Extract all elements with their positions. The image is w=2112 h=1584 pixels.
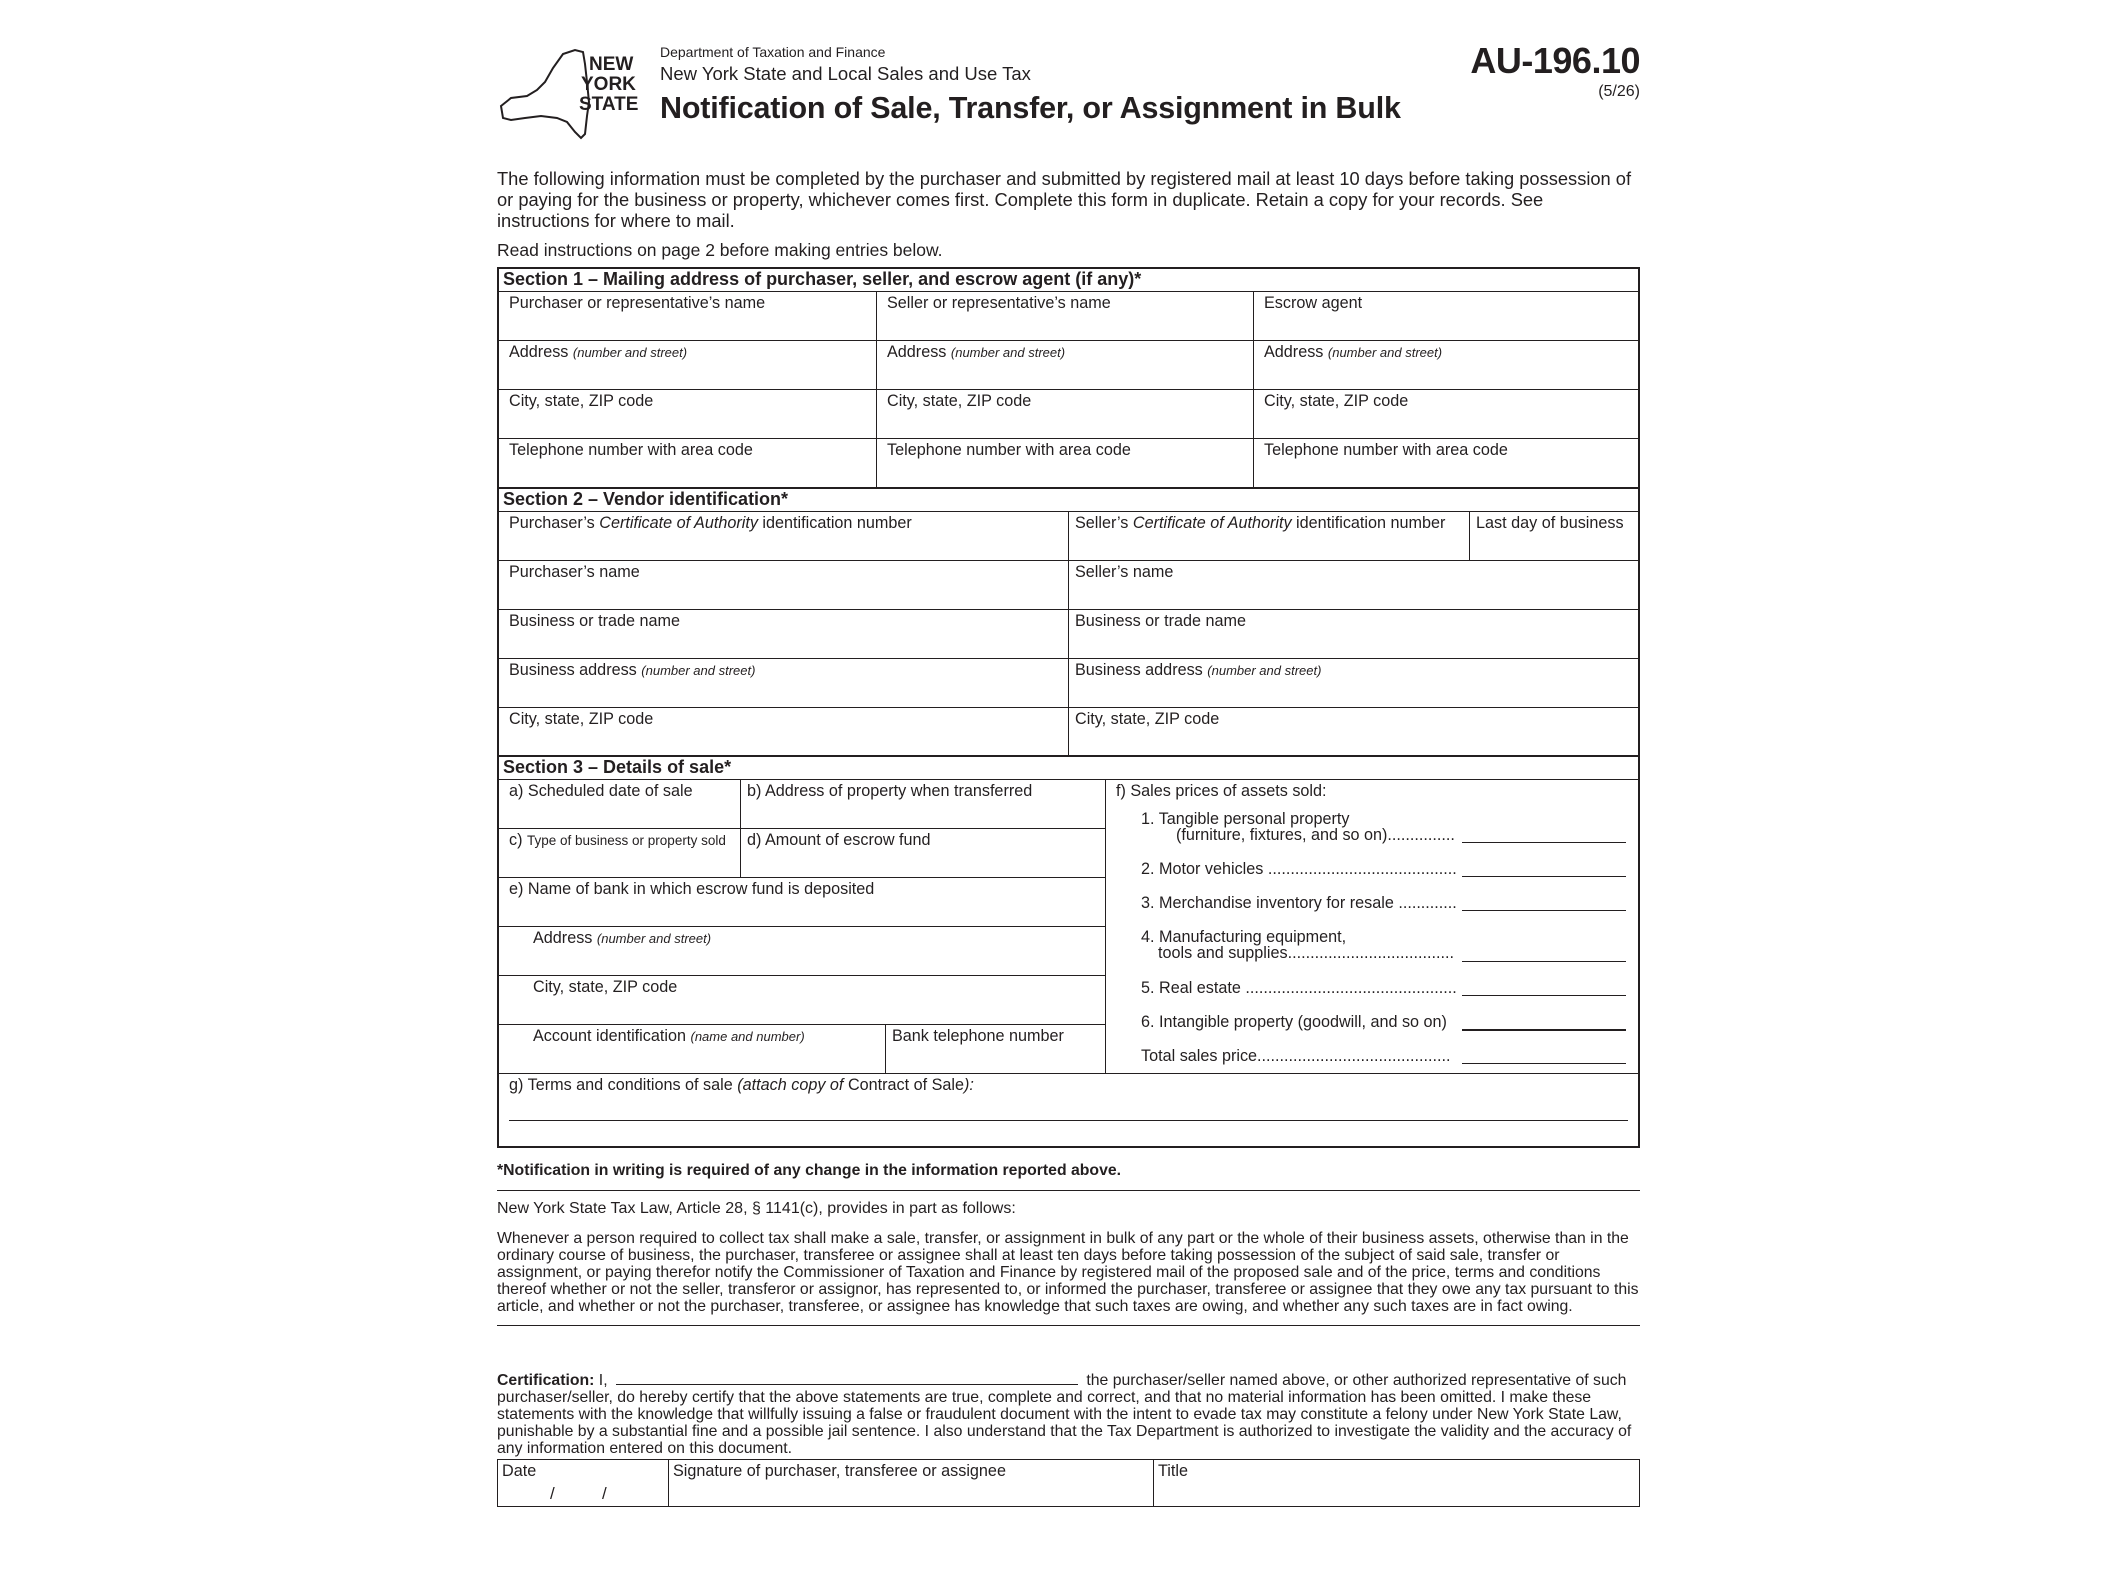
department-name: Department of Taxation and Finance (660, 44, 886, 60)
divider-1 (497, 1190, 1640, 1191)
last-day-of-business-field[interactable]: Last day of business (1470, 512, 1638, 561)
scheduled-date-field[interactable]: a) Scheduled date of sale (499, 780, 741, 829)
svg-text:NEW: NEW (589, 54, 634, 75)
merchandise-inventory-label: 3. Merchandise inventory for resale ............. (1141, 894, 1457, 912)
law-intro: New York State Tax Law, Article 28, § 1141(c), provides in part as follows: (497, 1200, 1016, 1217)
property-address-field[interactable]: b) Address of property when transferred (741, 780, 1106, 829)
date-slashes: / / (550, 1484, 607, 1503)
section-2 (497, 487, 1640, 757)
purchaser-cert-id-field[interactable]: Purchaser’s Certificate of Authority identification number (499, 512, 1069, 561)
seller-trade-name-field[interactable]: Business or trade name (1069, 610, 1638, 659)
new-york-state-logo (497, 46, 647, 146)
purchaser-address-field[interactable]: Address (number and street) (499, 341, 877, 390)
escrow-phone-field[interactable]: Telephone number with area code (1264, 441, 1508, 459)
merchandise-inventory-input[interactable] (1462, 910, 1626, 911)
sales-prices-label: f) Sales prices of assets sold: (1116, 782, 1327, 800)
total-sales-price-input[interactable] (1462, 1063, 1626, 1064)
seller-business-city-field[interactable]: City, state, ZIP code (1075, 710, 1220, 728)
sales-prices-panel (1106, 780, 1638, 1074)
manufacturing-equipment-input[interactable] (1462, 961, 1626, 962)
form-number: AU-196.10 (1470, 40, 1640, 81)
account-id-field[interactable]: Account identification (name and number) (499, 1025, 886, 1074)
bank-address-field[interactable]: Address (number and street) (499, 927, 1106, 976)
section-2-heading: Section 2 – Vendor identification* (499, 489, 1638, 512)
sellers-name-field[interactable]: Seller’s name (1069, 561, 1638, 610)
terms-conditions-line[interactable] (509, 1120, 1628, 1121)
seller-name-field[interactable]: Seller or representative’s name (877, 292, 1254, 341)
terms-conditions-field[interactable]: g) Terms and conditions of sale (attach copy of Contract of Sale): (499, 1074, 1638, 1146)
divider-2 (497, 1325, 1640, 1326)
read-instructions: Read instructions on page 2 before making entries below. (497, 240, 943, 260)
form-revision: (5/26) (1598, 83, 1640, 100)
purchaser-business-address-field[interactable]: Business address (number and street) (499, 659, 1069, 708)
section-1 (497, 267, 1640, 489)
motor-vehicles-label: 2. Motor vehicles .......................................... (1141, 860, 1457, 878)
purchasers-name-field[interactable]: Purchaser’s name (499, 561, 1069, 610)
manufacturing-equipment-label: 4. Manufacturing equipment, (1141, 928, 1347, 946)
purchaser-city-field[interactable]: City, state, ZIP code (499, 390, 877, 439)
seller-business-address-field[interactable]: Business address (number and street) (1069, 659, 1638, 708)
form-title: Notification of Sale, Transfer, or Assignment in Bulk (660, 91, 1401, 125)
escrow-agent-field[interactable]: Escrow agent (1254, 292, 1638, 341)
bank-name-field[interactable]: e) Name of bank in which escrow fund is deposited (499, 878, 1106, 927)
section-3 (497, 755, 1640, 1148)
business-type-field[interactable]: c) Type of business or property sold (499, 829, 741, 878)
real-estate-label: 5. Real estate ............................................... (1141, 979, 1457, 997)
signature-field[interactable]: Signature of purchaser, transferee or assignee (669, 1460, 1154, 1506)
seller-city-field[interactable]: City, state, ZIP code (877, 390, 1254, 439)
manufacturing-equipment-sublabel: tools and supplies..................................... (1158, 944, 1454, 962)
escrow-amount-field[interactable]: d) Amount of escrow fund (741, 829, 1106, 878)
escrow-city-field[interactable]: City, state, ZIP code (1254, 390, 1638, 439)
intro-text: The following information must be completed by the purchaser and submitted by registered mail at least 10 days before taking possession of or paying for the business or property, whichever comes first. Complete this form in duplicate. Retain a copy for your records. See instructions for where to mail. (497, 168, 1632, 231)
tangible-property-input[interactable] (1462, 842, 1626, 843)
section-1-heading: Section 1 – Mailing address of purchaser, seller, and escrow agent (if any)* (499, 269, 1638, 292)
section-3-heading: Section 3 – Details of sale* (499, 757, 1638, 780)
real-estate-input[interactable] (1462, 995, 1626, 996)
purchaser-trade-name-field[interactable]: Business or trade name (499, 610, 1069, 659)
intangible-property-input[interactable] (1462, 1029, 1626, 1031)
purchaser-phone-field[interactable]: Telephone number with area code (499, 439, 877, 487)
purchaser-name-field[interactable]: Purchaser or representative’s name (499, 292, 877, 341)
date-field[interactable]: Date / / (498, 1460, 669, 1506)
seller-address-field[interactable]: Address (number and street) (877, 341, 1254, 390)
total-sales-price-label: Total sales price........................................... (1141, 1047, 1451, 1065)
change-notice: *Notification in writing is required of any change in the information reported above. (497, 1162, 1122, 1179)
certifier-name-input[interactable] (616, 1370, 1078, 1385)
tangible-property-label: 1. Tangible personal property (1141, 810, 1350, 828)
certification-text: Certification: I, the purchaser/seller named above, or other authorized representative of such purchaser/seller, do hereby certify that the above statements are true, complete and correct, and that no material information has been omitted. I make these statements with the knowledge that willfully issuing a false or fraudulent document with the intent to evade tax may constitute a felony under New York State Law, punishable by a substantial fine and a possible jail sentence. I also understand that the Tax Department is authorized to investigate the validity and the accuracy of any information entered on this document. (497, 1372, 1632, 1457)
tangible-property-sublabel: (furniture, fixtures, and so on)............... (1176, 826, 1455, 844)
svg-text:STATE: STATE (579, 94, 639, 115)
purchaser-business-city-field[interactable]: City, state, ZIP code (499, 708, 1069, 755)
bank-city-field[interactable]: City, state, ZIP code (499, 976, 1106, 1025)
svg-text:YORK: YORK (581, 74, 636, 95)
seller-cert-id-field[interactable]: Seller’s Certificate of Authority identification number (1069, 512, 1470, 561)
motor-vehicles-input[interactable] (1462, 876, 1626, 877)
bank-phone-field[interactable]: Bank telephone number (886, 1025, 1106, 1074)
intangible-property-label: 6. Intangible property (goodwill, and so on) (1141, 1013, 1447, 1031)
escrow-address-field[interactable]: Address (number and street) (1254, 341, 1638, 390)
law-text: Whenever a person required to collect tax shall make a sale, transfer, or assignment in bulk of any part or the whole of their business assets, otherwise than in the ordinary course of business, the purchaser, transferee or assignee shall at least ten days before taking possession of the subject of said sale, transfer or assignment, or paying therefor notify the Commissioner of Taxation and Finance by registered mail of the proposed sale and of the price, terms and conditions thereof whether or not the seller, transferor or assignor, has represented to, or informed the purchaser, transferee or assignee that they owe any tax pursuant to this article, and whether or not the purchaser, transferee, or assignee has knowledge that such taxes are owing, and whether any such taxes are in fact owing. (497, 1230, 1639, 1315)
seller-phone-field[interactable]: Telephone number with area code (877, 439, 1254, 487)
signature-box (497, 1459, 1640, 1507)
title-field[interactable]: Title (1158, 1462, 1188, 1480)
tax-type: New York State and Local Sales and Use Tax (660, 63, 1031, 84)
